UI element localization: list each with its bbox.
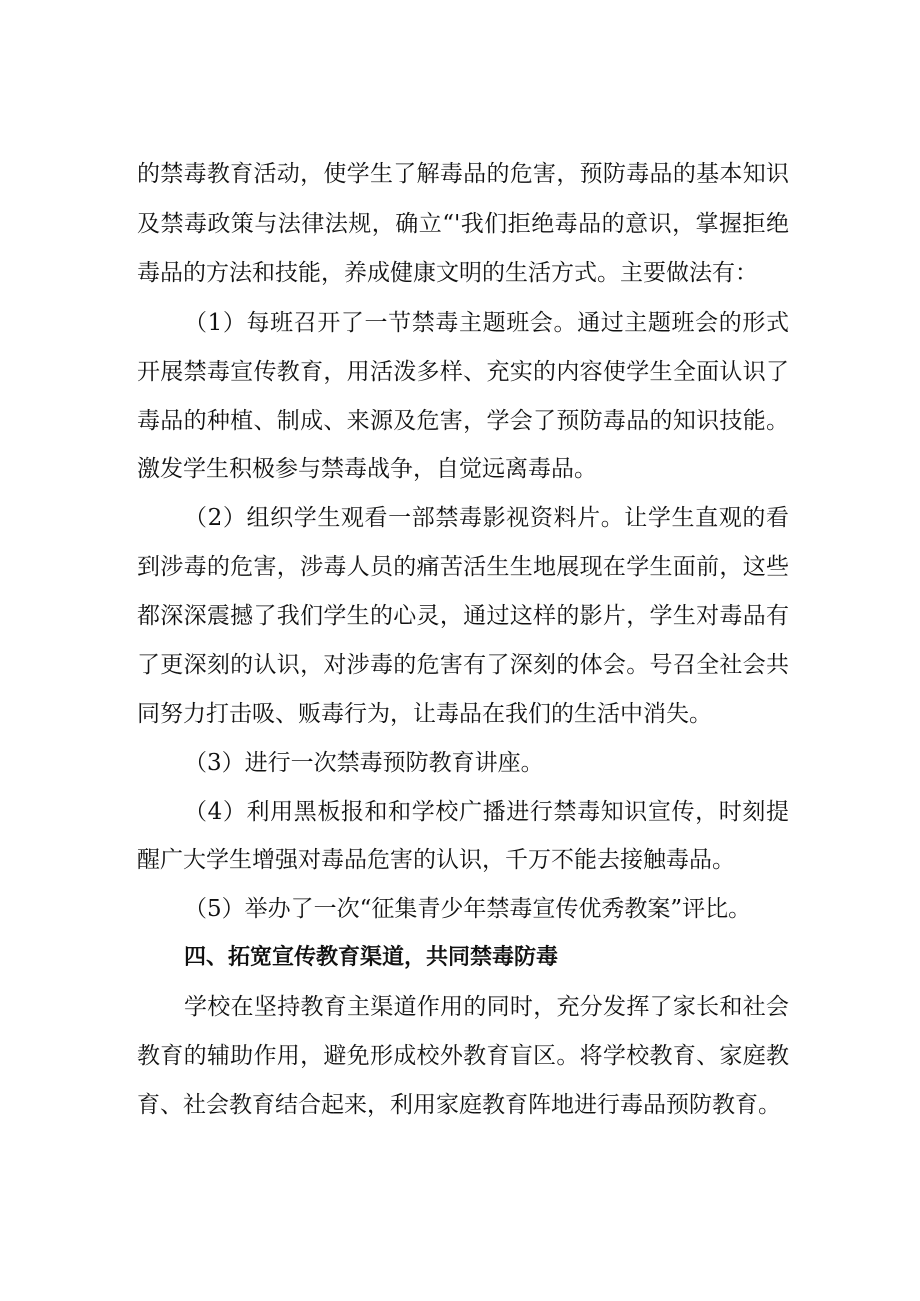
closing-paragraph-line: 教育的辅助作用，避免形成校外教育盲区。将学校教育、家庭教 (137, 1043, 789, 1069)
text-line: 的禁毒教育活动，使学生了解毒品的危害，预防毒品的基本知识 (137, 161, 789, 187)
text-line: 毒品的方法和技能，养成健康文明的生活方式。主要做法有： (137, 260, 758, 286)
list-item-2-line: 同努力打击吸、贩毒行为，让毒品在我们的生活中消失。 (137, 701, 712, 727)
text-line: 及禁毒政策与法律法规，确立“'我们拒绝毒品的意识，掌握拒绝 (137, 211, 789, 237)
closing-paragraph-line: 学校在坚持教育主渠道作用的同时，充分发挥了家长和社会 (184, 994, 789, 1020)
list-item-2-line: 了更深刻的认识，对涉毒的危害有了深刻的体会。号召全社会共 (137, 652, 789, 678)
closing-paragraph-line: 育、社会教育结合起来，利用家庭教育阵地进行毒品预防教育。 (137, 1092, 781, 1118)
list-item-4-line: （4）利用黑板报和和学校广播进行禁毒知识宣传，时刻提 (184, 799, 789, 825)
list-item-2-line: 都深深震撼了我们学生的心灵，通过这样的影片，学生对毒品有 (137, 603, 789, 629)
list-item-1-line: （1）每班召开了一节禁毒主题班会。通过主题班会的形式 (184, 310, 789, 336)
section-heading: 四、拓宽宣传教育渠道，共同禁毒防毒 (184, 945, 559, 970)
list-item-5-line: （5）举办了一次“征集青少年禁毒宣传优秀教案”评比。 (184, 896, 752, 922)
list-item-4-line: 醒广大学生增强对毒品危害的认识，千万不能去接触毒品。 (137, 847, 735, 873)
list-item-2-line: 到涉毒的危害，涉毒人员的痛苦活生生地展现在学生面前，这些 (137, 554, 789, 580)
list-item-3-line: （3）进行一次禁毒预防教育讲座。 (184, 750, 544, 776)
list-item-1-line: 毒品的种植、制成、来源及危害，学会了预防毒品的知识技能。 (137, 408, 789, 434)
list-item-1-line: 开展禁毒宣传教育，用活泼多样、充实的内容使学生全面认识了 (137, 359, 789, 385)
list-item-2-line: （2）组织学生观看一部禁毒影视资料片。让学生直观的看 (184, 505, 789, 531)
list-item-1-line: 激发学生积极参与禁毒战争，自觉远离毒品。 (137, 456, 597, 482)
